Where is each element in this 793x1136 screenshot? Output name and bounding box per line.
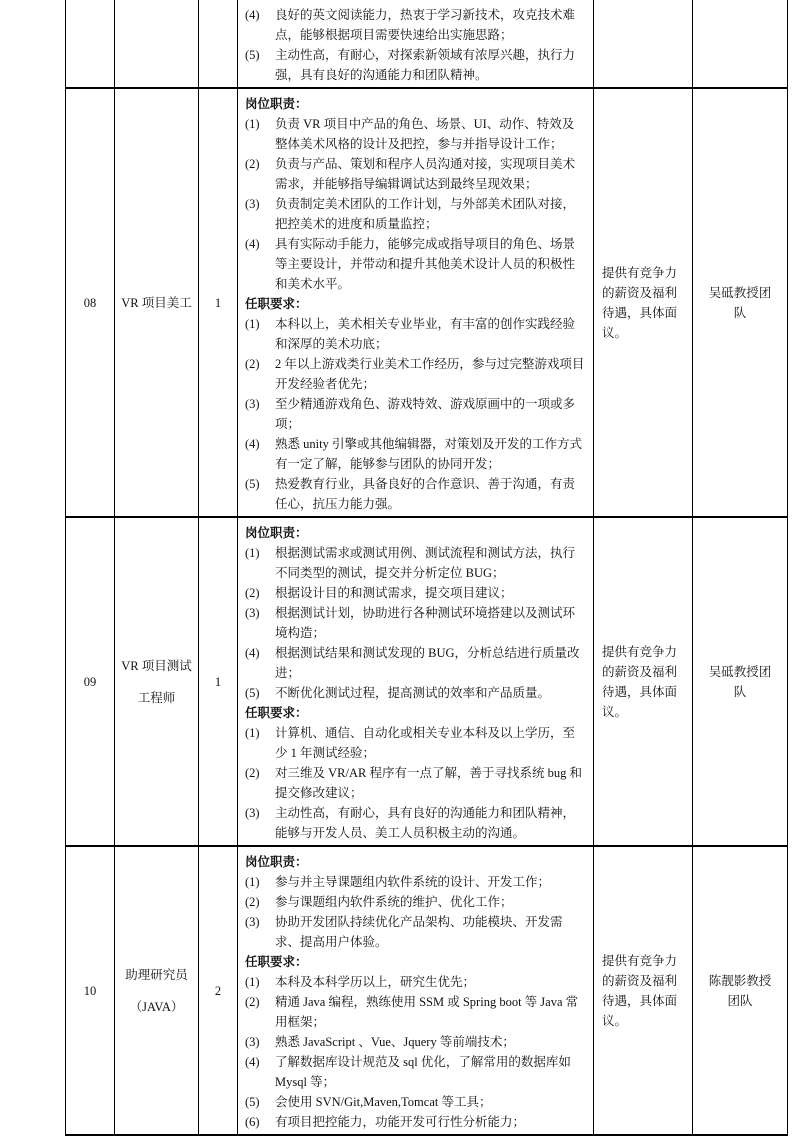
item-number: (2) [245, 895, 260, 909]
item-text: 熟悉 JavaScript 、Vue、Jquery 等前端技术； [275, 1035, 515, 1049]
item-text: 负责与产品、策划和程序人员沟通对接，实现项目美术需求，并能够指导编辑调试达到最终呈现效果； [275, 157, 576, 191]
list-item [245, 643, 585, 683]
item-number: (5) [245, 686, 260, 700]
table-row [66, 88, 788, 517]
list-item [245, 803, 585, 843]
team-cell: 吴砥教授团队 [693, 517, 788, 846]
list-item [245, 912, 585, 952]
item-text: 2 年以上游戏类行业美术工作经历，参与过完整游戏项目开发经验者优先； [275, 357, 585, 391]
position-name: 助理研究员 [125, 967, 188, 982]
item-text: 负责 VR 项目中产品的角色、场景、UI、动作、特效及整体美术风格的设计及把控，参与并指导设计工作； [275, 117, 575, 151]
list-item [245, 394, 585, 434]
item-text: 热爱教育行业，具备良好的合作意识、善于沟通，有责任心，抗压力能力强。 [275, 477, 576, 511]
team-cell [693, 0, 788, 88]
item-text: 根据测试计划，协助进行各种测试环境搭建以及测试环境构造； [275, 606, 576, 640]
item-number: (5) [245, 477, 260, 491]
list-item [245, 45, 585, 85]
item-number: (6) [245, 1115, 260, 1129]
list-item [245, 683, 585, 703]
list-item [245, 114, 585, 154]
item-number: (2) [245, 357, 260, 371]
item-number: (5) [245, 1095, 260, 1109]
team-cell: 陈靓影教授团队 [693, 846, 788, 1135]
list-item [245, 234, 585, 294]
item-text: 良好的英文阅读能力，热衷于学习新技术，攻克技术难点，能够根据项目需要快速给出实施思路； [275, 8, 576, 42]
item-number: (3) [245, 606, 260, 620]
item-text: 计算机、通信、自动化或相关专业本科及以上学历，至少 1 年测试经验； [275, 726, 576, 760]
item-number: (1) [245, 975, 260, 989]
item-number: (3) [245, 1035, 260, 1049]
item-text: 主动性高，有耐心，具有良好的沟通能力和团队精神，能够与开发人员、美工人员积极主动的沟通。 [275, 806, 576, 840]
section-title: 任职要求： [245, 297, 308, 311]
table-body [66, 0, 788, 1135]
item-text: 主动性高，有耐心，对探索新领域有浓厚兴趣，执行力强，具有良好的沟通能力和团队精神。 [275, 48, 576, 82]
item-text: 根据测试结果和测试发现的 BUG，分析总结进行质量改进； [275, 646, 580, 680]
item-text: 熟悉 unity 引擎或其他编辑器，对策划及开发的工作方式有一定了解，能够参与团队的协同开发； [275, 437, 582, 471]
salary-cell: 提供有竞争力的薪资及福利待遇，具体面议。 [594, 846, 693, 1135]
list-item [245, 1112, 585, 1132]
item-number: (1) [245, 726, 260, 740]
table-row [66, 846, 788, 1135]
item-text: 对三维及 VR/AR 程序有一点了解，善于寻找系统 bug 和提交修改建议； [275, 766, 582, 800]
list-item [245, 314, 585, 354]
item-number: (5) [245, 48, 260, 62]
duties-cell [238, 0, 594, 88]
item-text: 了解数据库设计规范及 sql 优化，了解常用的数据库如 Mysql 等； [275, 1055, 571, 1089]
salary-cell [594, 0, 693, 88]
headcount-cell: 1 [199, 88, 238, 517]
recruitment-table [65, 0, 788, 1136]
item-number: (4) [245, 1055, 260, 1069]
list-item [245, 723, 585, 763]
row-number-cell: 08 [66, 88, 115, 517]
team-cell: 吴砥教授团队 [693, 88, 788, 517]
item-number: (3) [245, 397, 260, 411]
row-number-cell: 09 [66, 517, 115, 846]
item-number: (2) [245, 995, 260, 1009]
list-item [245, 872, 585, 892]
list-item [245, 194, 585, 234]
position-cell [115, 517, 199, 846]
item-number: (1) [245, 117, 260, 131]
item-number: (1) [245, 875, 260, 889]
item-text: 不断优化测试过程，提高测试的效率和产品质量。 [275, 686, 551, 700]
item-text: 协助开发团队持续优化产品架构、功能模块、开发需求、提高用户体验。 [275, 915, 563, 949]
salary-cell: 提供有竞争力的薪资及福利待遇，具体面议。 [594, 88, 693, 517]
item-text: 本科及本科学历以上，研究生优先； [275, 975, 476, 989]
position-name: VR 项目美工 [121, 295, 192, 310]
item-text: 具有实际动手能力，能够完成或指导项目的角色、场景等主要设计，并带动和提升其他美术设计人员的积极性和美术水平。 [275, 237, 576, 291]
item-number: (3) [245, 806, 260, 820]
section-title: 岗位职责： [245, 97, 308, 111]
item-number: (2) [245, 586, 260, 600]
item-text: 精通 Java 编程，熟练使用 SSM 或 Spring boot 等 Java 常用框架； [275, 995, 579, 1029]
list-item [245, 1052, 585, 1092]
item-text: 至少精通游戏角色、游戏特效、游戏原画中的一项或多项； [275, 397, 576, 431]
section-title: 任职要求： [245, 955, 308, 969]
duties-cell [238, 88, 594, 517]
list-item [245, 892, 585, 912]
position-name: （JAVA） [129, 999, 184, 1014]
list-item [245, 1092, 585, 1112]
item-text: 参与课题组内软件系统的维护、优化工作； [275, 895, 513, 909]
item-number: (4) [245, 237, 260, 251]
salary-cell: 提供有竞争力的薪资及福利待遇，具体面议。 [594, 517, 693, 846]
item-number: (4) [245, 8, 260, 22]
headcount-cell: 2 [199, 846, 238, 1135]
position-name: 工程师 [137, 690, 176, 705]
item-text: 负责制定美术团队的工作计划，与外部美术团队对接，把控美术的进度和质量监控； [275, 197, 576, 231]
row-number-cell: 10 [66, 846, 115, 1135]
section-title: 岗位职责： [245, 855, 308, 869]
position-cell [115, 0, 199, 88]
item-number: (2) [245, 157, 260, 171]
item-text: 有项目把控能力，功能开发可行性分析能力； [275, 1115, 526, 1129]
headcount-cell: 1 [199, 517, 238, 846]
list-item [245, 543, 585, 583]
item-number: (1) [245, 317, 260, 331]
list-item [245, 434, 585, 474]
table-row [66, 0, 788, 88]
list-item [245, 583, 585, 603]
section-title: 岗位职责： [245, 526, 308, 540]
position-cell [115, 88, 199, 517]
duties-cell [238, 846, 594, 1135]
list-item [245, 992, 585, 1032]
list-item [245, 354, 585, 394]
item-number: (3) [245, 915, 260, 929]
list-item [245, 5, 585, 45]
duties-cell [238, 517, 594, 846]
list-item [245, 1032, 585, 1052]
item-text: 根据设计目的和测试需求，提交项目建议； [275, 586, 513, 600]
item-number: (4) [245, 437, 260, 451]
item-text: 会使用 SVN/Git,Maven,Tomcat 等工具； [275, 1095, 492, 1109]
item-number: (4) [245, 646, 260, 660]
item-number: (1) [245, 546, 260, 560]
section-title: 任职要求： [245, 706, 308, 720]
list-item [245, 154, 585, 194]
list-item [245, 972, 585, 992]
table-row [66, 517, 788, 846]
item-text: 根据测试需求或测试用例、测试流程和测试方法，执行不同类型的测试，提交并分析定位 BUG； [275, 546, 576, 580]
item-text: 参与并主导课题组内软件系统的设计、开发工作； [275, 875, 551, 889]
item-number: (3) [245, 197, 260, 211]
headcount-cell [199, 0, 238, 88]
item-text: 本科以上，美术相关专业毕业，有丰富的创作实践经验和深厚的美术功底； [275, 317, 576, 351]
position-cell [115, 846, 199, 1135]
list-item [245, 763, 585, 803]
item-number: (2) [245, 766, 260, 780]
row-number-cell [66, 0, 115, 88]
list-item [245, 474, 585, 514]
list-item [245, 603, 585, 643]
position-name: VR 项目测试 [121, 658, 192, 673]
